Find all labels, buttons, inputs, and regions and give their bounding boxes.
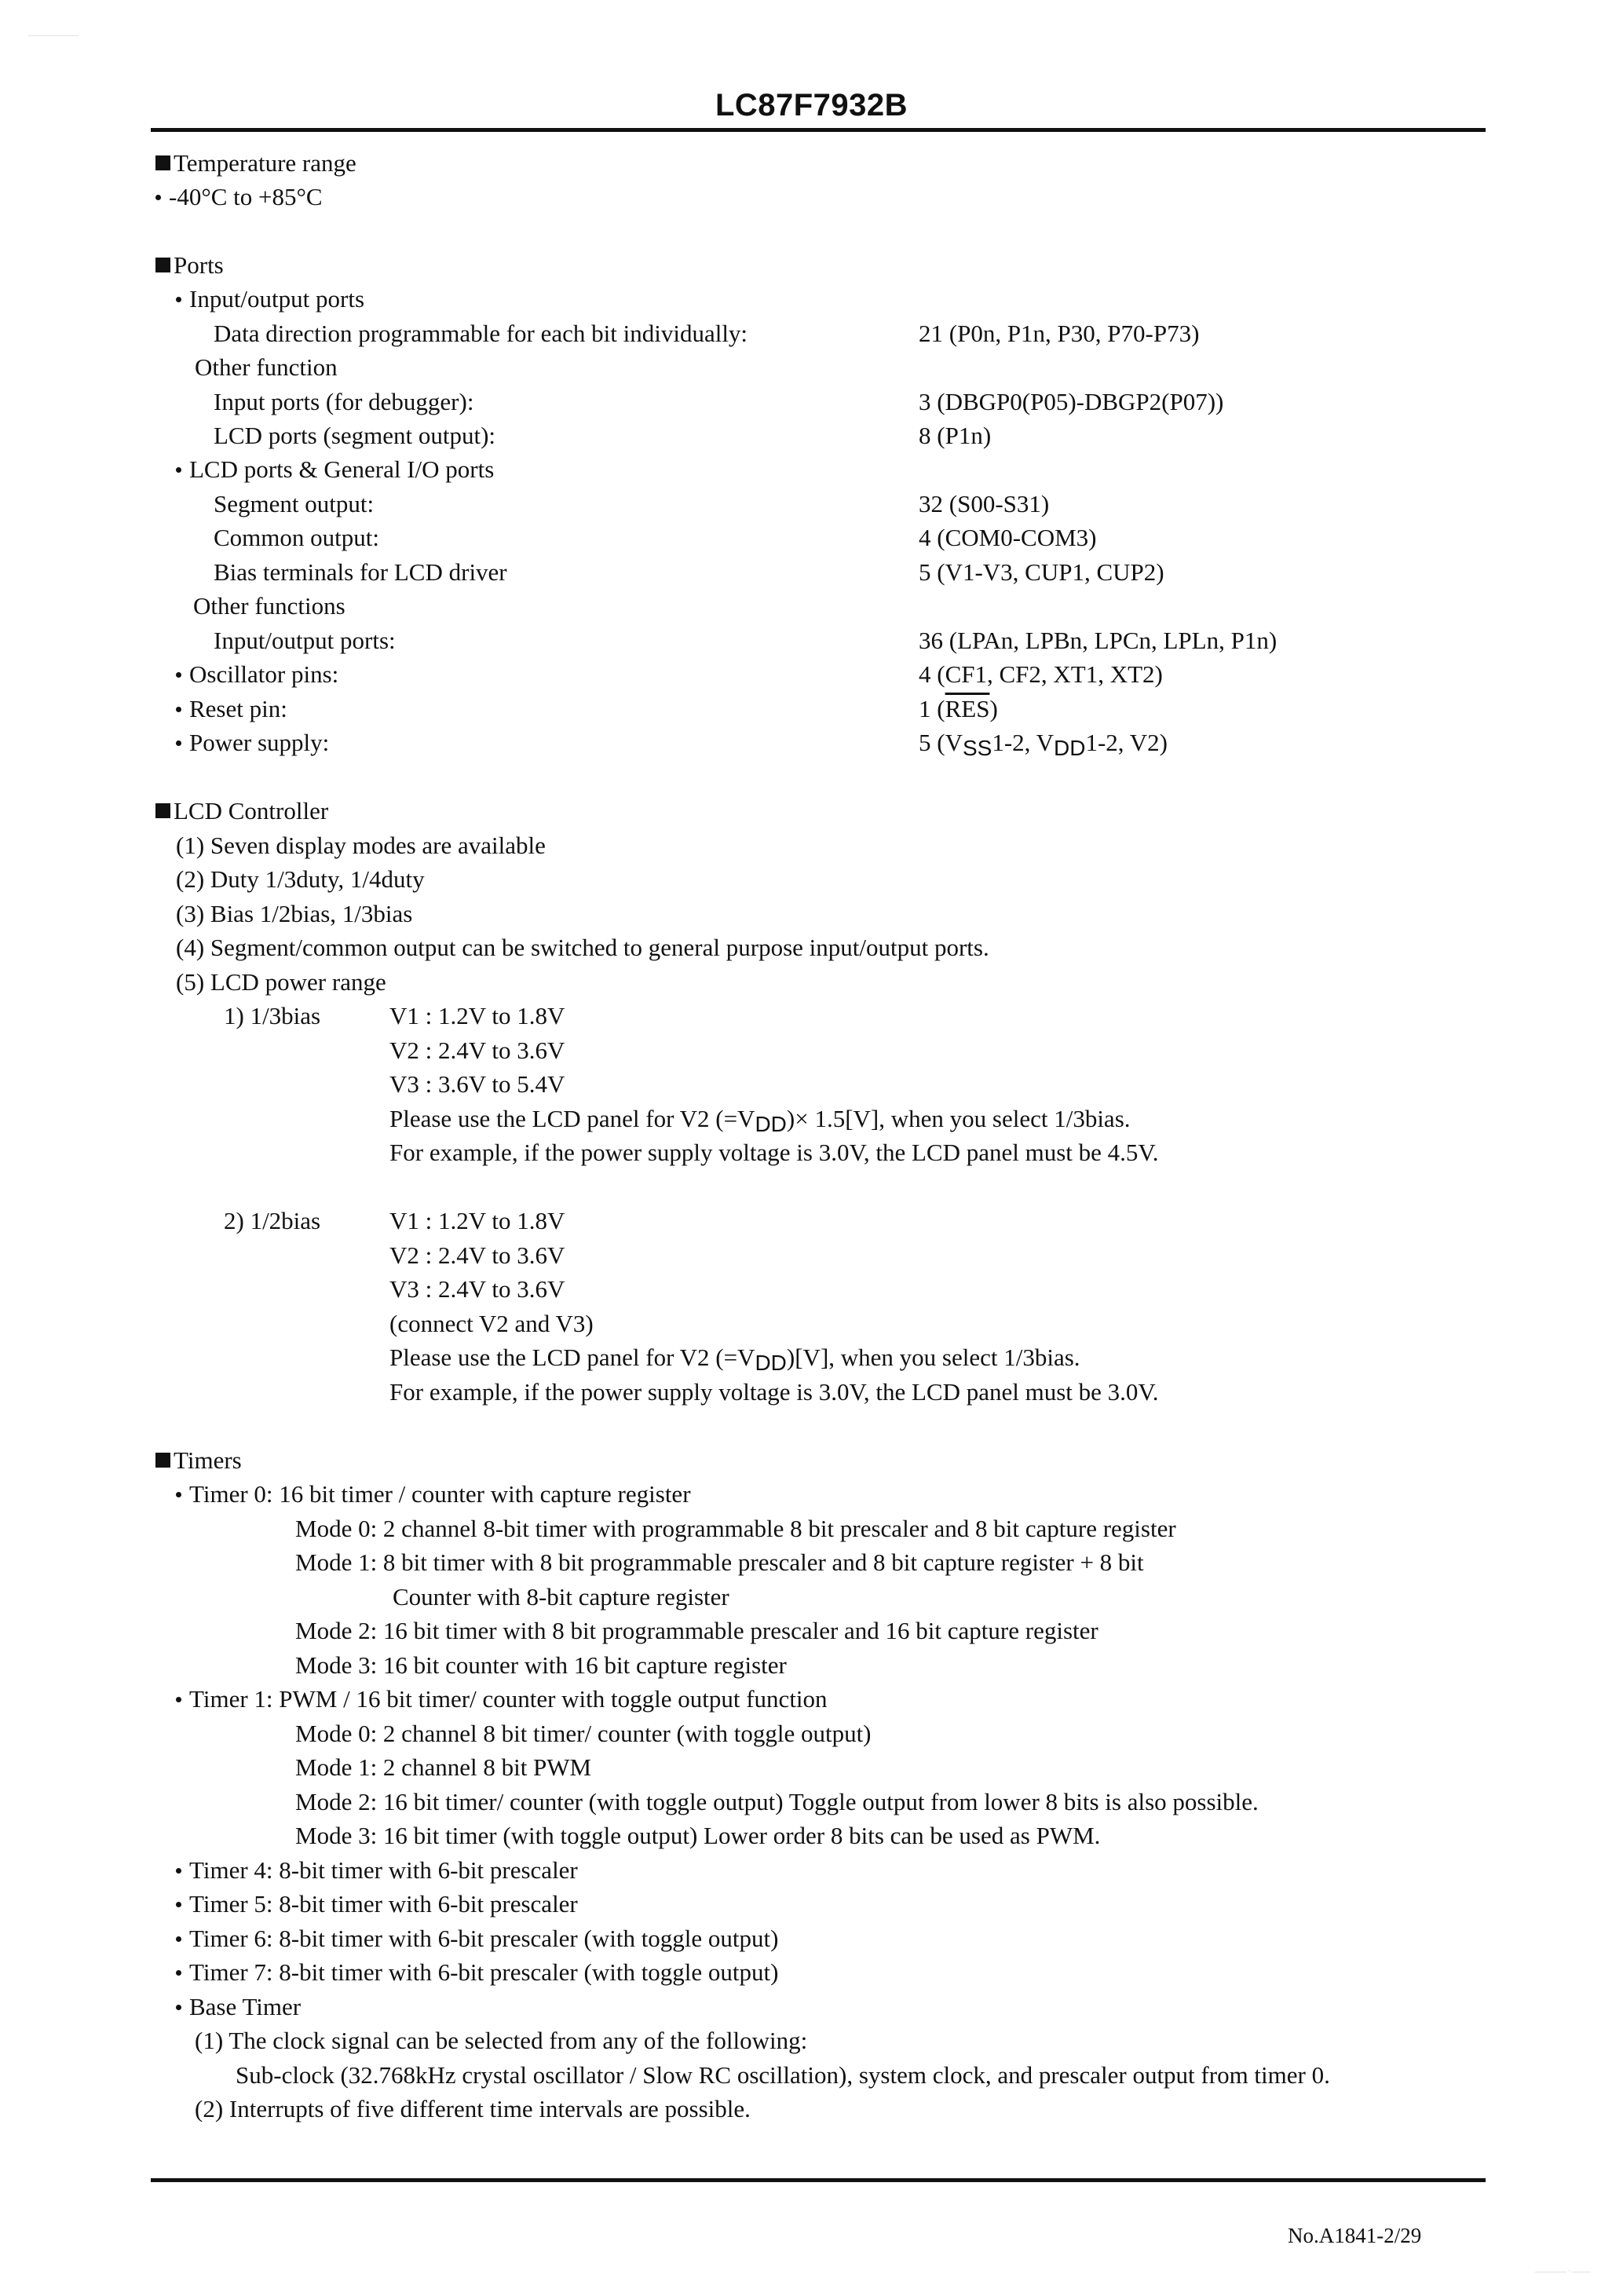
timer6: Timer 6: 8-bit timer with 6-bit prescaler (with toggle output) — [176, 1925, 778, 1953]
corner-mark: ————— · ——— — [1535, 2268, 1591, 2275]
base-timer: Base Timer — [176, 1993, 301, 2021]
lcd-item2: (2) Duty 1/3duty, 1/4duty — [176, 865, 425, 893]
lcd-item3: (3) Bias 1/2bias, 1/3bias — [176, 900, 413, 927]
timer7: Timer 7: 8-bit timer with 6-bit prescaler (with toggle output) — [176, 1958, 778, 1987]
bullet-icon — [176, 2005, 181, 2010]
lcd-b3-v1: V1 : 1.2V to 1.8V — [389, 1002, 565, 1029]
lcd-item1: (1) Seven display modes are available — [176, 832, 546, 859]
lcd-b3-v2: V2 : 2.4V to 3.6V — [389, 1036, 565, 1064]
lcd-b2-v2: V2 : 2.4V to 3.6V — [389, 1241, 565, 1269]
square-bullet-icon — [155, 803, 170, 818]
base-timer-item2: (2) Interrupts of five different time intervals are possible. — [195, 2095, 751, 2122]
ports-bias-terminals: Bias terminals for LCD driver — [214, 558, 507, 586]
lcd-heading: LCD Controller — [155, 797, 328, 825]
ports-io-ports2-value: 36 (LPAn, LPBn, LPCn, LPLn, P1n) — [919, 627, 1278, 654]
ports-common-output-value: 4 (COM0-COM3) — [919, 524, 1097, 551]
timer0-mode3: Mode 3: 16 bit counter with 16 bit capture register — [295, 1651, 787, 1679]
ports-segment-output: Segment output: — [214, 490, 375, 517]
base-timer-item1-detail: Sub-clock (32.768kHz crystal oscillator / Slow RC oscillation), system clock, and prescaler output from timer 0. — [236, 2061, 1330, 2089]
lcd-b3-note: Please use the LCD panel for V2 (=VDD)× 1.5[V], when you select 1/3bias. — [389, 1105, 1131, 1136]
ports-reset: Reset pin: — [176, 695, 287, 723]
lcd-b3-v3: V3 : 3.6V to 5.4V — [389, 1070, 565, 1098]
bullet-icon — [176, 740, 181, 746]
bullet-icon — [176, 1697, 181, 1702]
bullet-icon — [176, 1970, 181, 1976]
square-bullet-icon — [155, 155, 170, 170]
ports-segment-output-value: 32 (S00-S31) — [919, 490, 1050, 517]
ports-power-value: 5 (VSS1-2, VDD1-2, V2) — [919, 729, 1168, 760]
timer1-mode0: Mode 0: 2 channel 8 bit timer/ counter (with toggle output) — [295, 1720, 872, 1747]
lcd-item5: (5) LCD power range — [176, 968, 386, 996]
timer0-mode1: Mode 1: 8 bit timer with 8 bit programmable prescaler and 8 bit capture register + 8 bit — [295, 1548, 1144, 1576]
ports-bias-terminals-value: 5 (V1-V3, CUP1, CUP2) — [919, 558, 1164, 586]
doc-number: No.A1841-2/29 — [1288, 2224, 1422, 2247]
temperature-item: -40°C to +85°C — [155, 183, 323, 211]
ports-oscillator: Oscillator pins: — [176, 660, 338, 689]
ports-common-output: Common output: — [214, 524, 379, 551]
lcd-b2-example: For example, if the power supply voltage is 3.0V, the LCD panel must be 3.0V. — [389, 1378, 1159, 1406]
timer4: Timer 4: 8-bit timer with 6-bit prescaler — [176, 1856, 578, 1885]
square-bullet-icon — [155, 258, 170, 272]
ports-data-direction: Data direction programmable for each bit individually: — [214, 320, 748, 347]
corner-mark: ———————— — [28, 31, 79, 38]
square-bullet-icon — [155, 1453, 170, 1468]
bullet-icon — [176, 297, 181, 302]
timer0-mode1-cont: Counter with 8-bit capture register — [393, 1583, 729, 1610]
lcd-b3-example: For example, if the power supply voltage is 3.0V, the LCD panel must be 4.5V. — [389, 1139, 1159, 1166]
lcd-b2-connect: (connect V2 and V3) — [389, 1310, 594, 1337]
ports-lcd-segment-value: 8 (P1n) — [919, 422, 992, 449]
ports-reset-value: 1 $(\overline{RES})$ — [919, 695, 998, 722]
ports-data-direction-value: 21 (P0n, P1n, P30, P70-P73) — [919, 320, 1200, 347]
bullet-icon — [176, 1902, 181, 1907]
reset-signal: $\overline{RES}$ — [945, 695, 990, 722]
page-header-part-number: LC87F7932B — [715, 88, 908, 122]
bullet-icon — [155, 195, 161, 200]
lcd-b2-v3: V3 : 2.4V to 3.6V — [389, 1275, 565, 1303]
footer-rule — [151, 2178, 1486, 2182]
ports-power: Power supply: — [176, 729, 329, 757]
timer1-mode1: Mode 1: 2 channel 8 bit PWM — [295, 1753, 592, 1781]
lcd-item4: (4) Segment/common output can be switched to general purpose input/output ports. — [176, 934, 989, 961]
ports-io-ports2: Input/output ports: — [214, 627, 396, 654]
bullet-icon — [176, 1492, 181, 1497]
ports-other-function: Other function — [195, 353, 338, 381]
ports-other-functions: Other functions — [193, 592, 345, 620]
base-timer-item1: (1) The clock signal can be selected from any of the following: — [195, 2027, 808, 2054]
lcd-b3-label: 1) 1/3bias — [224, 1002, 321, 1029]
ports-io-ports: Input/output ports — [176, 285, 364, 313]
bullet-icon — [176, 1936, 181, 1942]
ports-input-debugger-value: 3 (DBGP0(P05)-DBGP2(P07)) — [919, 388, 1224, 415]
ports-heading: Ports — [155, 251, 224, 280]
lcd-b2-note: Please use the LCD panel for V2 (=VDD)[V], when you select 1/3bias. — [389, 1344, 1080, 1375]
timers-heading: Timers — [155, 1446, 242, 1475]
timer0-mode2: Mode 2: 16 bit timer with 8 bit programmable prescaler and 16 bit capture register — [295, 1617, 1098, 1644]
bullet-icon — [176, 707, 181, 712]
timer1: Timer 1: PWM / 16 bit timer/ counter with toggle output function — [176, 1685, 828, 1713]
ports-lcd-general: LCD ports & General I/O ports — [176, 455, 494, 484]
timer0-mode0: Mode 0: 2 channel 8-bit timer with programmable 8 bit prescaler and 8 bit capture register — [295, 1515, 1176, 1542]
lcd-b2-v1: V1 : 1.2V to 1.8V — [389, 1207, 565, 1234]
bullet-icon — [176, 672, 181, 678]
ports-oscillator-value: 4 (CF1, CF2, XT1, XT2) — [919, 660, 1163, 688]
timer1-mode2: Mode 2: 16 bit timer/ counter (with toggle output) Toggle output from lower 8 bits is also possible. — [295, 1788, 1259, 1815]
bullet-icon — [176, 1868, 181, 1874]
bullet-icon — [176, 467, 181, 473]
ports-input-debugger: Input ports (for debugger): — [214, 388, 474, 415]
header-rule — [151, 128, 1486, 132]
timer1-mode3: Mode 3: 16 bit timer (with toggle output) Lower order 8 bits can be used as PWM. — [295, 1822, 1101, 1849]
lcd-b2-label: 2) 1/2bias — [224, 1207, 321, 1234]
ports-lcd-segment: LCD ports (segment output): — [214, 422, 496, 449]
temperature-heading: Temperature range — [155, 149, 356, 177]
timer5: Timer 5: 8-bit timer with 6-bit prescaler — [176, 1890, 578, 1918]
timer0: Timer 0: 16 bit timer / counter with capture register — [176, 1480, 691, 1508]
